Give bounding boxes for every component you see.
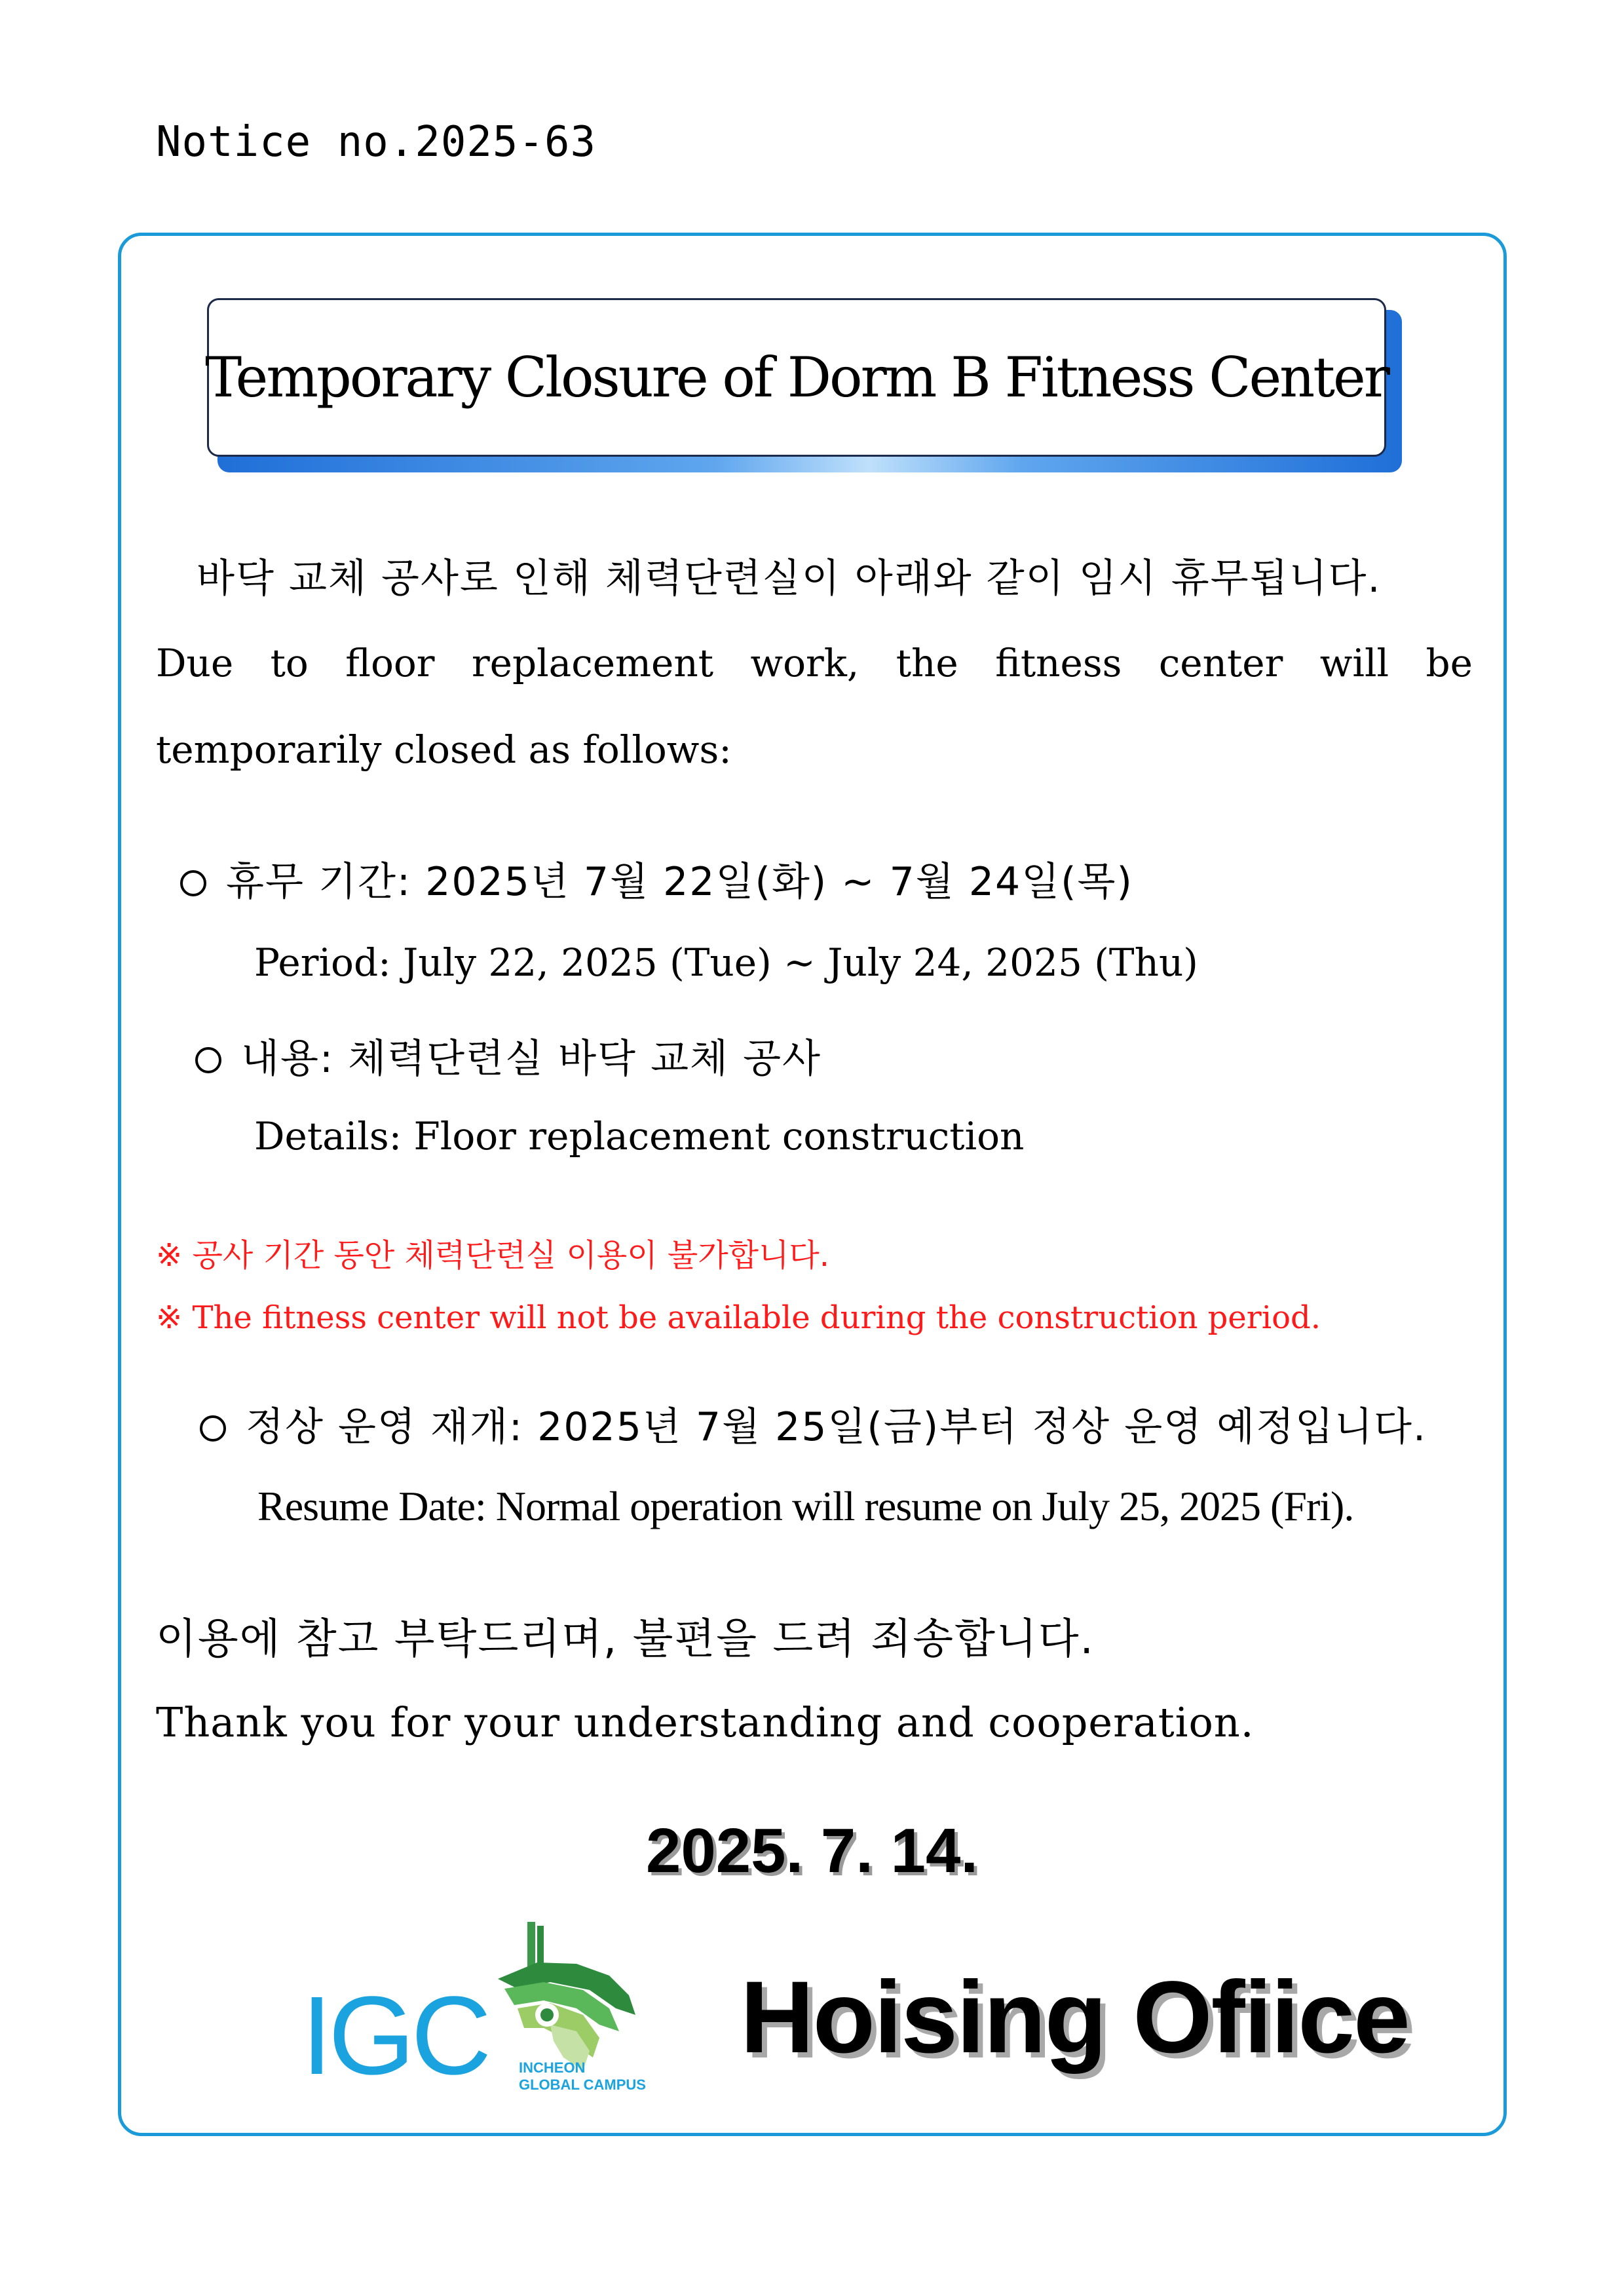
logo-line-global-campus: GLOBAL CAMPUS xyxy=(519,2076,646,2093)
igc-logo xyxy=(301,1917,701,2100)
resume-korean: 정상 운영 재개: 2025년 7월 25일(금)부터 정상 운영 예정입니다. xyxy=(246,1404,1427,1450)
warning-korean: ※ 공사 기간 동안 체력단련실 이용이 불가합니다. xyxy=(156,1237,830,1274)
warning-english: ※ The fitness center will not be available during the construction period. xyxy=(156,1299,1321,1336)
intro-english-line2: temporarily closed as follows: xyxy=(156,727,732,772)
bullet-circle-icon xyxy=(200,1415,226,1442)
details-korean-row xyxy=(195,1027,821,1084)
bullet-circle-icon xyxy=(180,870,206,896)
bullet-circle-icon xyxy=(195,1047,221,1073)
intro-korean: 바닥 교체 공사로 인해 체력단련실이 아래와 같이 임시 휴무됩니다. xyxy=(197,556,1382,602)
intro-word: replacement xyxy=(471,641,714,685)
intro-word: to xyxy=(270,641,309,685)
intro-word: Due xyxy=(156,641,234,685)
intro-word: work, xyxy=(750,641,859,685)
intro-word: will xyxy=(1319,641,1389,685)
period-english: Period: July 22, 2025 (Tue) ~ July 24, 2025 (Thu) xyxy=(254,940,1198,985)
logo-mark: IGC xyxy=(301,1974,488,2098)
notice-date: 2025. 7. 14. xyxy=(645,1816,979,1886)
intro-word: fitness xyxy=(995,641,1122,685)
intro-word: center xyxy=(1158,641,1283,685)
period-korean: 휴무 기간: 2025년 7월 22일(화) ~ 7월 24일(목) xyxy=(226,859,1133,905)
intro-english-line1 xyxy=(156,641,1473,685)
title-banner xyxy=(207,298,1386,457)
intro-word: the xyxy=(896,641,958,685)
campus-building-icon xyxy=(498,1922,635,2071)
resume-english: Resume Date: Normal operation will resume on July 25, 2025 (Fri). xyxy=(257,1483,1354,1529)
details-english: Details: Floor replacement construction xyxy=(254,1114,1025,1158)
logo-line-incheon: INCHEON xyxy=(519,2059,586,2076)
office-name: Hoising Ofiice xyxy=(740,1961,1409,2075)
intro-word: be xyxy=(1426,641,1473,685)
page-title: Temporary Closure of Dorm B Fitness Center xyxy=(205,345,1388,410)
details-korean: 내용: 체력단련실 바닥 교체 공사 xyxy=(241,1036,821,1082)
closing-english: Thank you for your understanding and cooperation. xyxy=(156,1698,1255,1746)
period-korean-row xyxy=(180,851,1133,907)
resume-korean-row xyxy=(200,1396,1427,1452)
notice-number: Notice no.2025-63 xyxy=(156,118,597,166)
closing-korean: 이용에 참고 부탁드리며, 불편을 드려 죄송합니다. xyxy=(156,1615,1095,1664)
intro-word: floor xyxy=(345,641,435,685)
